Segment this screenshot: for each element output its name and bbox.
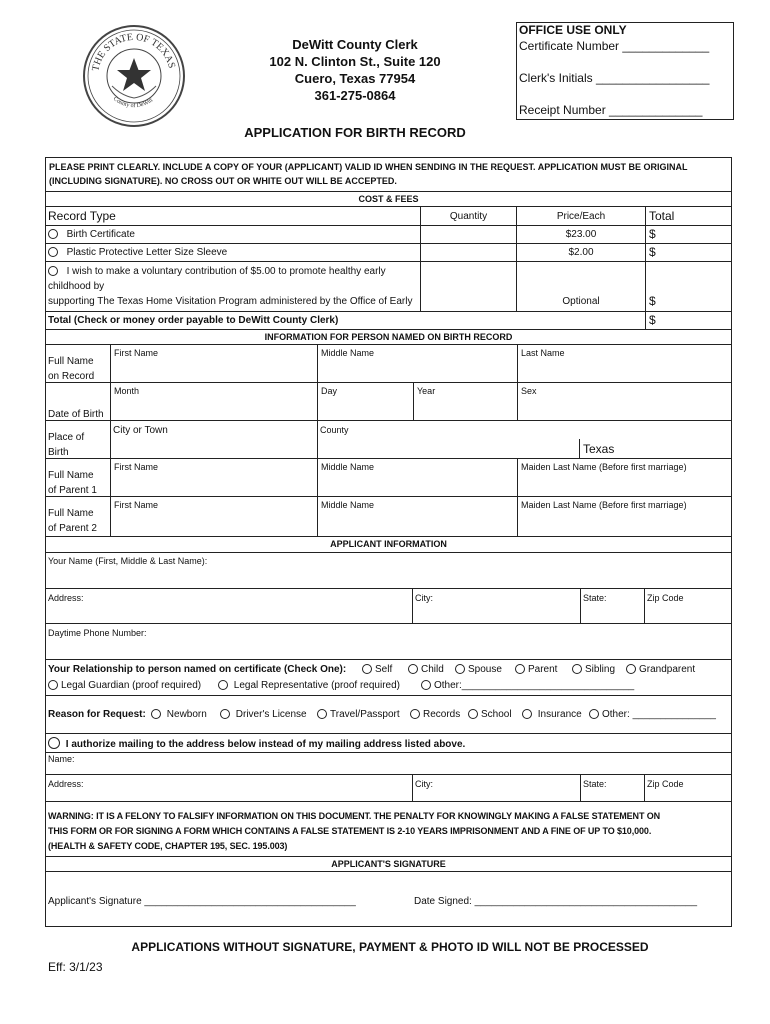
rel-child-label: Child	[421, 664, 444, 675]
header-line2: 102 N. Clinton St., Suite 120	[269, 54, 441, 69]
applicant-phone-label: Daytime Phone Number:	[48, 628, 147, 638]
warning-line2: THIS FORM OR FOR SIGNING A FORM WHICH CONTAINS A FALSE STATEMENT IS 2-10 YEARS IMPRISONMENT AND A FINE OF UP TO $10,000.	[48, 826, 652, 836]
parent2-first-name[interactable]	[111, 497, 318, 537]
mail-city[interactable]	[413, 775, 581, 802]
mail-zip-label: Zip Code	[647, 779, 684, 789]
applicant-address[interactable]	[46, 589, 413, 624]
dob-day-label: Day	[321, 386, 338, 396]
mail-authorization-label: I authorize mailing to the address below instead of my mailing address listed above.	[65, 739, 466, 750]
parent2-label-1: Full Name	[48, 508, 94, 519]
reason-section	[46, 696, 732, 734]
applicant-header: APPLICANT INFORMATION	[46, 537, 732, 553]
pob-state: Texas	[583, 442, 615, 456]
birth-record-form	[45, 157, 732, 927]
county-clerk-header	[240, 36, 470, 104]
rel-sibling-radio[interactable]	[572, 664, 582, 674]
instructions	[46, 158, 732, 192]
pob-county[interactable]	[318, 421, 732, 459]
record-middle-name-label: Middle Name	[321, 348, 375, 358]
record-first-name-label: First Name	[114, 348, 159, 358]
pob-label	[46, 421, 111, 459]
reason-newborn-label: Newborn	[166, 709, 207, 720]
reason-insurance-radio[interactable]	[522, 709, 532, 719]
footer-notice: APPLICATIONS WITHOUT SIGNATURE, PAYMENT & PHOTO ID WILL NOT BE PROCESSED	[131, 940, 649, 954]
state-divider	[579, 439, 580, 459]
applicant-phone[interactable]	[46, 624, 732, 660]
header-line1: DeWitt County Clerk	[292, 37, 418, 52]
rel-self-radio[interactable]	[362, 664, 372, 674]
col-total: Total	[646, 207, 732, 226]
mail-state-label: State:	[583, 779, 607, 789]
reason-newborn-radio[interactable]	[151, 709, 161, 719]
applicant-address-label: Address:	[48, 593, 84, 603]
pob-county-label: County	[320, 425, 349, 435]
total-value[interactable]: $	[646, 312, 732, 330]
pob-label-2: Birth	[48, 447, 69, 458]
reason-school-label: School	[481, 709, 512, 720]
rel-child-radio[interactable]	[408, 664, 418, 674]
parent1-maiden-name[interactable]	[518, 459, 732, 497]
reason-other-option[interactable]	[589, 709, 716, 720]
warning-line1: WARNING: IT IS A FELONY TO FALSIFY INFORMATION ON THIS DOCUMENT. THE PENALTY FOR KNOWINGLY MAKING A FALSE STATEMENT ON	[48, 811, 661, 821]
form-title: APPLICATION FOR BIRTH RECORD	[244, 125, 466, 140]
applicant-name-label: Your Name (First, Middle & Last Name):	[48, 556, 208, 566]
col-price: Price/Each	[517, 207, 646, 226]
applicant-zip[interactable]	[645, 589, 732, 624]
parent1-label-1: Full Name	[48, 470, 94, 481]
applicant-name-field[interactable]	[46, 553, 732, 589]
date-signed-field[interactable]: Date Signed: ________________________________________	[414, 896, 698, 907]
rel-grandparent-label: Grandparent	[639, 664, 696, 675]
effective-date: Eff: 3/1/23	[48, 960, 103, 974]
rel-guardian-label: Legal Guardian (proof required)	[61, 680, 202, 691]
reason-newborn-option[interactable]	[151, 709, 207, 720]
reason-label: Reason for Request:	[48, 709, 146, 720]
sleeve-price: $2.00	[517, 244, 646, 262]
col-record-type: Record Type	[46, 207, 421, 226]
receipt-number-field[interactable]: Receipt Number ______________	[519, 103, 703, 117]
header-line3: Cuero, Texas 77954	[294, 71, 416, 86]
rel-other-option[interactable]	[421, 680, 634, 691]
parent1-maiden-label: Maiden Last Name (Before first marriage)	[521, 462, 687, 472]
dob-year[interactable]	[414, 383, 518, 421]
reason-license-option[interactable]	[220, 709, 307, 720]
reason-records-option[interactable]	[410, 709, 460, 720]
contribution-radio[interactable]	[48, 266, 58, 276]
office-title: OFFICE USE ONLY	[519, 23, 627, 37]
parent2-first-label: First Name	[114, 500, 159, 510]
certificate-number-field[interactable]: Certificate Number _____________	[519, 39, 710, 53]
rel-spouse-label: Spouse	[468, 664, 502, 675]
mail-zip[interactable]	[645, 775, 732, 802]
mail-authorization[interactable]	[46, 734, 732, 753]
birth-certificate-radio[interactable]	[48, 229, 58, 239]
birth-certificate-row[interactable]	[46, 226, 421, 244]
applicant-zip-label: Zip Code	[647, 593, 684, 603]
birth-certificate-total[interactable]: $	[646, 226, 732, 244]
instructions-line1: PLEASE PRINT CLEARLY. INCLUDE A COPY OF YOUR (APPLICANT) VALID ID WHEN SENDING IN THE REQUEST. APPLICATION MUST BE ORIGINAL	[49, 162, 688, 172]
parent2-label-2: of Parent 2	[48, 523, 97, 534]
sleeve-qty[interactable]	[421, 244, 517, 262]
parent2-label	[46, 497, 111, 537]
record-middle-name[interactable]	[318, 345, 518, 383]
record-last-name[interactable]	[518, 345, 732, 383]
parent1-middle-label: Middle Name	[321, 462, 375, 472]
parent2-maiden-label: Maiden Last Name (Before first marriage)	[521, 500, 687, 510]
dob-month-label: Month	[114, 386, 140, 396]
parent1-first-label: First Name	[114, 462, 159, 472]
rel-other-radio[interactable]	[421, 680, 431, 690]
pob-city-label: City or Town	[113, 425, 168, 436]
relationship-label: Your Relationship to person named on certificate (Check One):	[48, 664, 347, 675]
reason-insurance-option[interactable]	[522, 709, 582, 720]
rel-child-option[interactable]	[408, 664, 444, 675]
seal-outer-text: THE STATE OF TEXAS	[90, 31, 178, 73]
clerk-initials-field[interactable]: Clerk's Initials _________________	[519, 71, 710, 85]
dob-label: Date of Birth	[46, 383, 111, 421]
rel-rep-label: Legal Representative (proof required)	[233, 680, 400, 691]
parent1-middle-name[interactable]	[318, 459, 518, 497]
contribution-qty[interactable]	[421, 262, 517, 312]
rel-guardian-radio[interactable]	[48, 680, 58, 690]
applicant-city-label: City:	[415, 593, 433, 603]
dob-day[interactable]	[318, 383, 414, 421]
contribution-line1: I wish to make a voluntary contribution of $5.00 to promote healthy early childhood by	[48, 266, 386, 292]
parent2-middle-label: Middle Name	[321, 500, 375, 510]
record-first-name[interactable]	[111, 345, 318, 383]
rel-parent-option[interactable]	[515, 664, 557, 675]
rel-self-label: Self	[375, 664, 393, 675]
applicant-state-label: State:	[583, 593, 607, 603]
total-label: Total (Check or money order payable to DeWitt County Clerk)	[46, 312, 646, 330]
reason-travel-option[interactable]	[317, 709, 400, 720]
reason-other-label: Other: _______________	[602, 709, 716, 720]
star-icon	[117, 58, 151, 91]
parent1-label-2: of Parent 1	[48, 485, 97, 496]
pob-label-1: Place of	[48, 432, 85, 443]
birth-certificate-price: $23.00	[517, 226, 646, 244]
instructions-line2: (INCLUDING SIGNATURE). NO CROSS OUT OR WHITE OUT WILL BE ACCEPTED.	[49, 176, 397, 186]
parent1-first-name[interactable]	[111, 459, 318, 497]
birth-certificate-qty[interactable]	[421, 226, 517, 244]
rel-grandparent-option[interactable]	[626, 664, 695, 675]
applicant-state[interactable]	[581, 589, 645, 624]
rel-guardian-option[interactable]	[48, 680, 201, 691]
seal-inner-text: County of DeWitt	[111, 96, 155, 110]
contribution-price: Optional	[517, 262, 646, 312]
rel-spouse-option[interactable]	[455, 664, 502, 675]
person-header: INFORMATION FOR PERSON NAMED ON BIRTH RECORD	[46, 330, 732, 345]
rel-parent-radio[interactable]	[515, 664, 525, 674]
rel-other-label: Other:_______________________________	[434, 680, 635, 691]
full-name-label	[46, 345, 111, 383]
warning-line3: (HEALTH & SAFETY CODE, CHAPTER 195, SEC. 195.003)	[48, 841, 288, 851]
mail-name-label: Name:	[48, 754, 75, 764]
reason-records-radio[interactable]	[410, 709, 420, 719]
record-last-name-label: Last Name	[521, 348, 565, 358]
header-line4: 361-275-0864	[314, 88, 396, 103]
dob-month[interactable]	[111, 383, 318, 421]
mail-address-label: Address:	[48, 779, 84, 789]
sleeve-total[interactable]: $	[646, 244, 732, 262]
parent1-label	[46, 459, 111, 497]
reason-travel-radio[interactable]	[317, 709, 327, 719]
col-quantity: Quantity	[421, 207, 517, 226]
dob-year-label: Year	[417, 386, 436, 396]
birth-certificate-label: Birth Certificate	[66, 229, 135, 240]
fees-header: COST & FEES	[46, 192, 732, 207]
sleeve-label: Plastic Protective Letter Size Sleeve	[66, 247, 228, 258]
signature-section	[46, 872, 732, 927]
reason-license-radio[interactable]	[220, 709, 230, 719]
warning	[46, 802, 732, 857]
contribution-total[interactable]: $	[646, 262, 732, 312]
mail-address[interactable]	[46, 775, 413, 802]
rel-parent-label: Parent	[528, 664, 558, 675]
reason-travel-label: Travel/Passport	[330, 709, 400, 720]
parent2-middle-name[interactable]	[318, 497, 518, 537]
signature-header: APPLICANT'S SIGNATURE	[46, 857, 732, 872]
contribution-line2: supporting The Texas Home Visitation Program administered by the Office of Early	[48, 296, 413, 307]
reason-other-radio[interactable]	[589, 709, 599, 719]
mail-state[interactable]	[581, 775, 645, 802]
rel-sibling-option[interactable]	[572, 664, 615, 675]
reason-license-label: Driver's License	[235, 709, 307, 720]
office-use-box	[516, 22, 734, 120]
contribution-row[interactable]	[46, 262, 421, 312]
reason-records-label: Records	[423, 709, 461, 720]
reason-school-radio[interactable]	[468, 709, 478, 719]
applicant-signature-field[interactable]: Applicant's Signature ______________________________________	[48, 896, 356, 907]
sex-field[interactable]	[518, 383, 732, 421]
full-name-label-2: on Record	[48, 371, 95, 382]
rel-sibling-label: Sibling	[585, 664, 616, 675]
mail-name-field[interactable]	[46, 753, 732, 775]
reason-school-option[interactable]	[468, 709, 512, 720]
pob-city[interactable]	[111, 421, 318, 459]
reason-insurance-label: Insurance	[537, 709, 582, 720]
mail-city-label: City:	[415, 779, 433, 789]
rel-grandparent-radio[interactable]	[626, 664, 636, 674]
sleeve-radio[interactable]	[48, 247, 58, 257]
rel-rep-radio[interactable]	[218, 680, 228, 690]
relationship-section	[46, 660, 732, 696]
texas-seal	[82, 24, 186, 128]
full-name-label-1: Full Name	[48, 356, 94, 367]
sleeve-row[interactable]	[46, 244, 421, 262]
sex-label: Sex	[521, 386, 537, 396]
rel-self-option[interactable]	[362, 664, 392, 675]
applicant-city[interactable]	[413, 589, 581, 624]
rel-spouse-radio[interactable]	[455, 664, 465, 674]
rel-rep-option[interactable]	[218, 680, 400, 691]
parent2-maiden-name[interactable]	[518, 497, 732, 537]
mail-authorization-radio[interactable]	[48, 737, 60, 749]
